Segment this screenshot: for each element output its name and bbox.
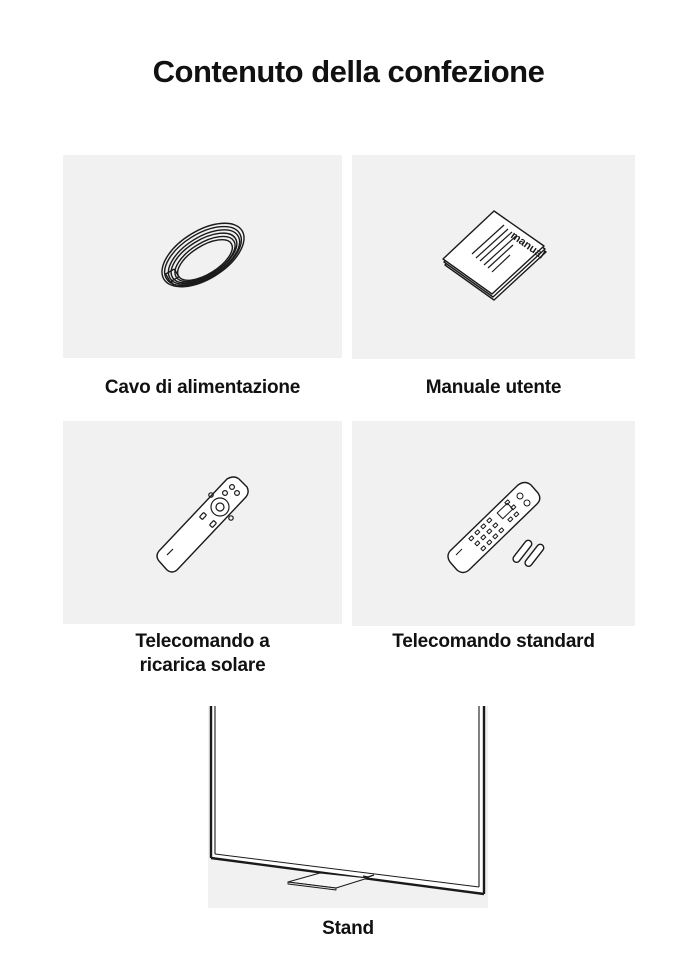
solar-remote-tile (63, 421, 342, 624)
tv-stand-tile (208, 706, 488, 908)
power-cable-caption: Cavo di alimentazione (104, 377, 301, 398)
solar-remote-icon (63, 421, 342, 624)
power-cable-icon (63, 155, 342, 358)
standard-remote-caption: Telecomando standard (392, 631, 595, 652)
power-cable-tile (63, 155, 342, 358)
solar-remote-caption-line1: Telecomando a (135, 631, 270, 652)
user-manual-tile (352, 155, 635, 359)
solar-remote-caption (63, 630, 342, 678)
user-manual-caption: Manuale utente (425, 377, 562, 398)
standard-remote-icon (352, 421, 635, 626)
solar-remote-caption-line2: ricarica solare (139, 655, 266, 676)
standard-remote-tile (352, 421, 635, 626)
page-title: Contenuto della confezione (152, 54, 545, 89)
tv-stand-caption: Stand (322, 918, 374, 939)
user-manual-icon (352, 155, 635, 359)
tv-stand-icon (208, 706, 488, 908)
manual-cover-text: manual (508, 229, 547, 262)
